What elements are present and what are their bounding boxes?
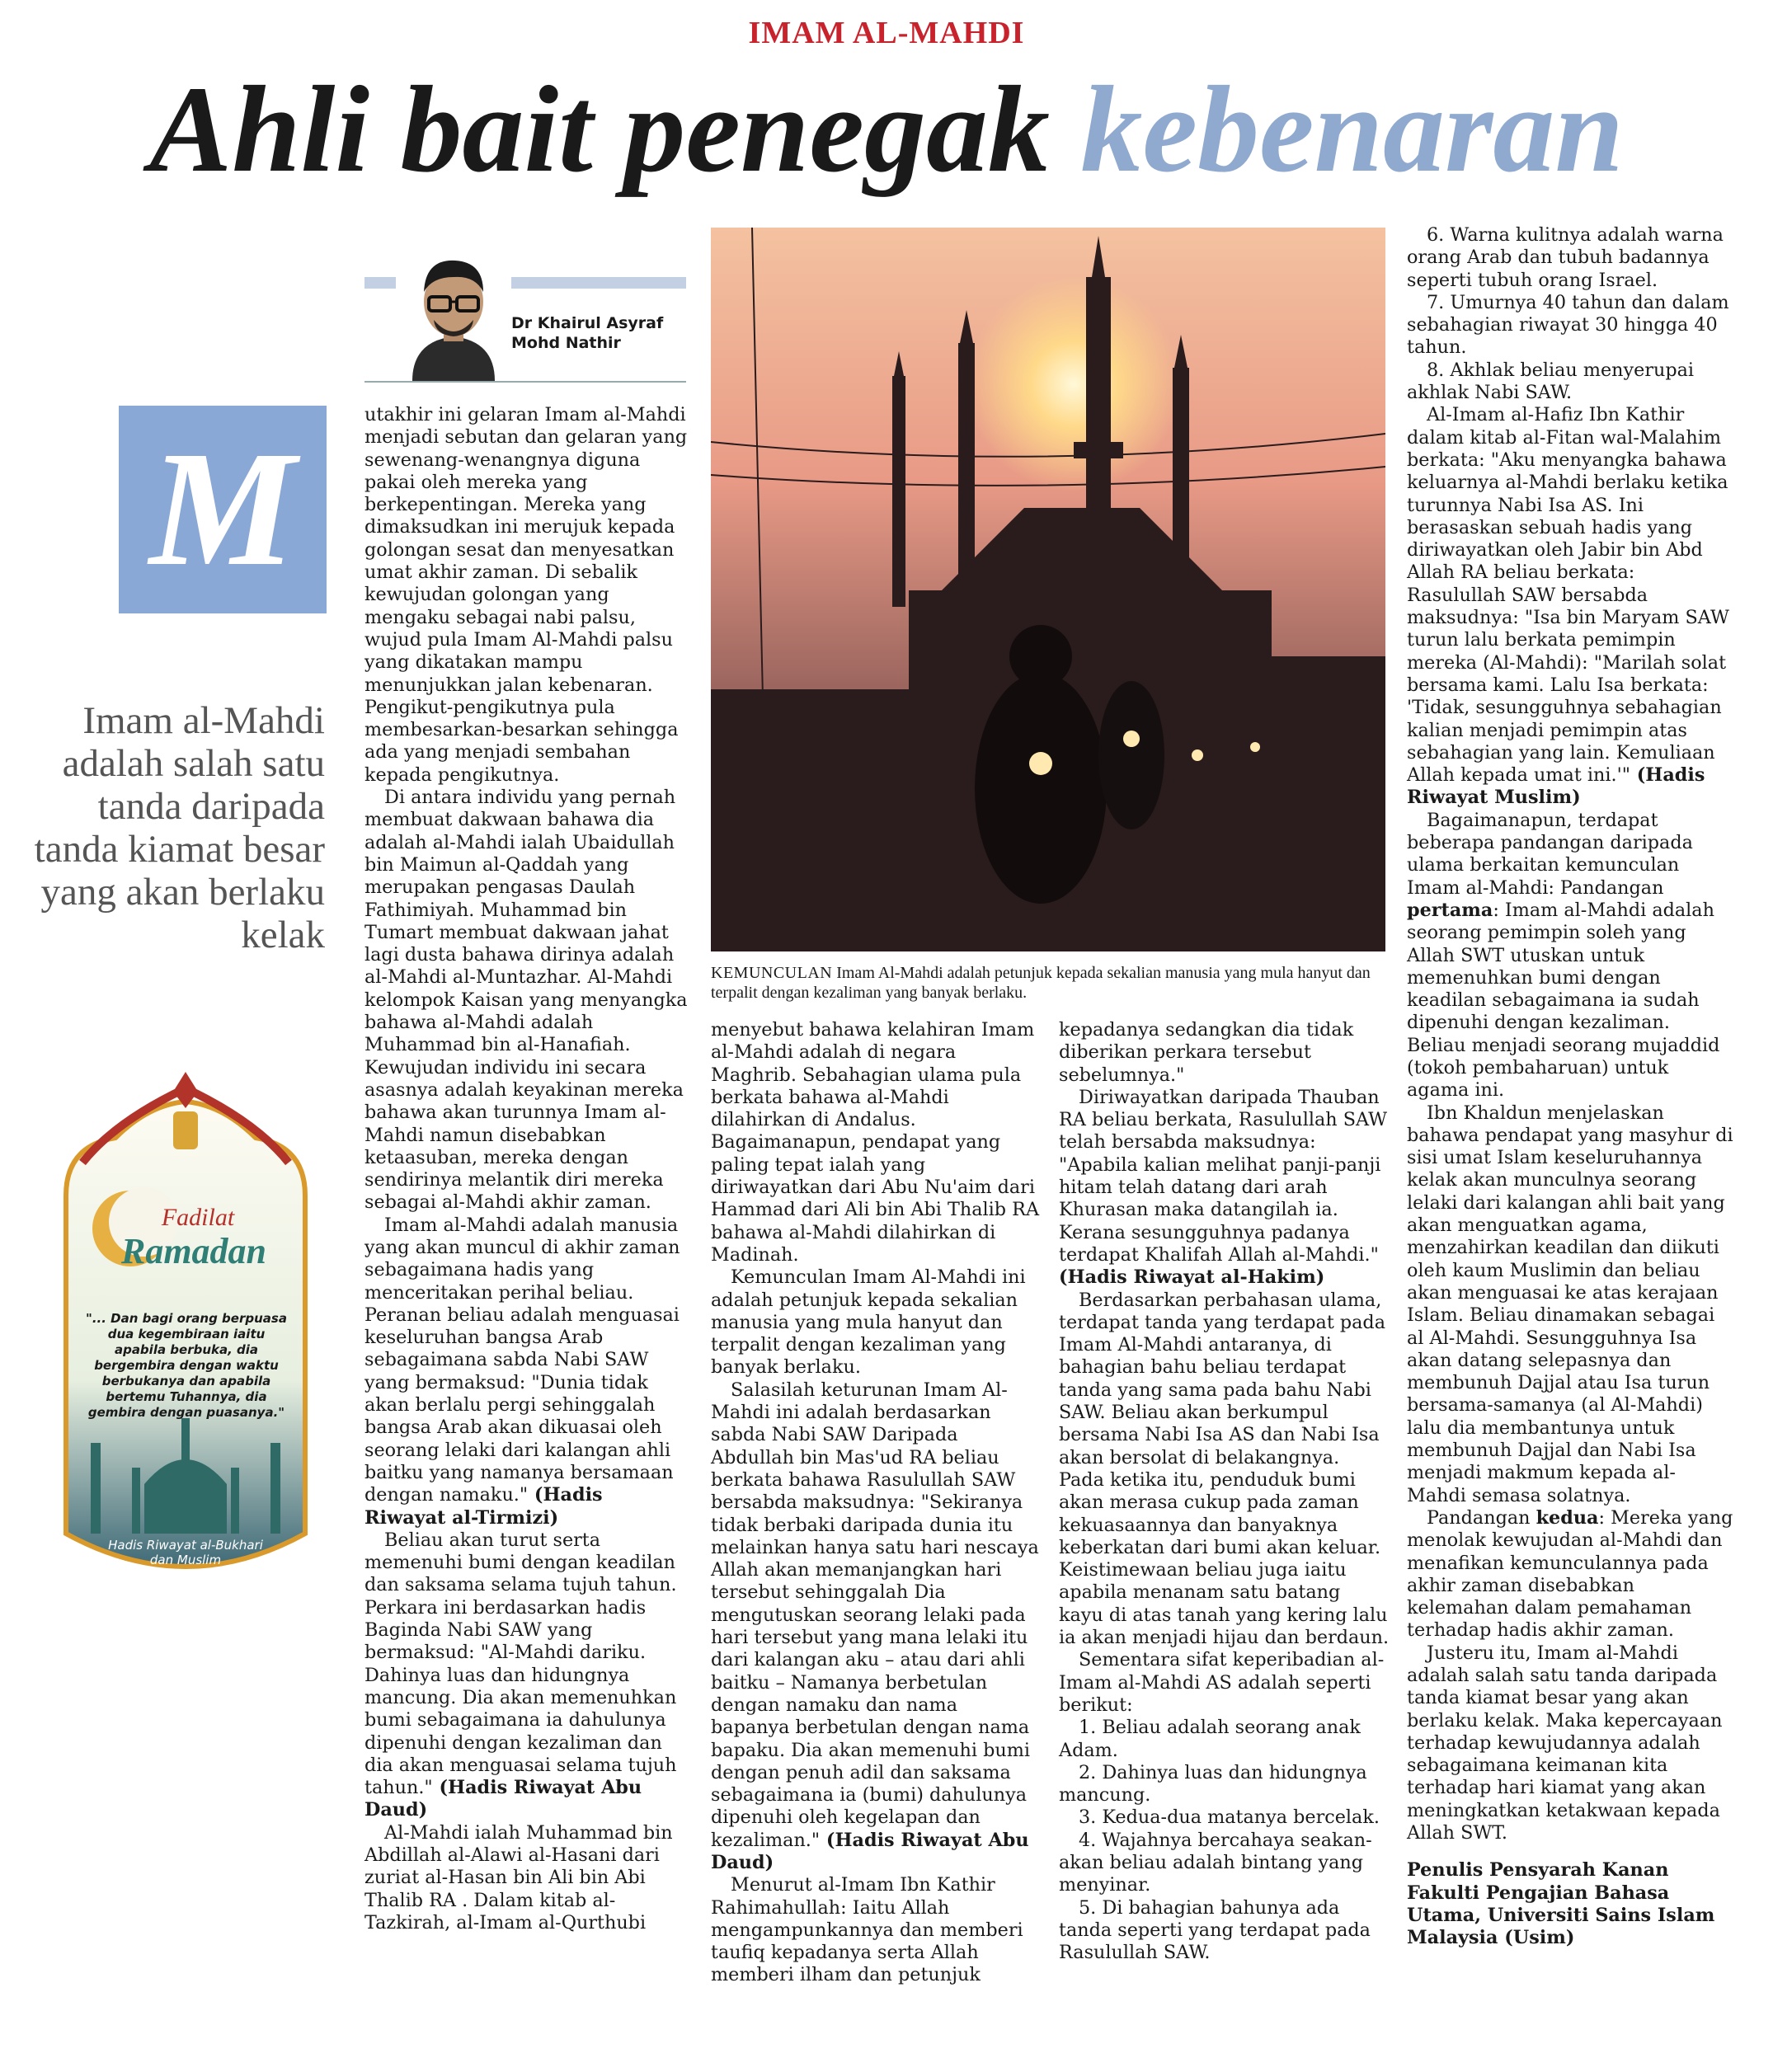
col3-para3: Berdasarkan perbahasan ulama, terdapat tanda yang terdapat pada Imam Al-Mahdi antaranya, di bahagian bahu beliau terdapat tanda yang sama pada bahu Nabi SAW. Beliau akan berkumpul bersama Nabi Isa AS dan Nabi Isa akan bersolat di belakangnya. Pada ketika itu, penduduk bumi akan merasa cukup pada zaman kekuasaannya dan banyaknya keberkatan dari bumi akan keluar. Keistimewaan beliau juga iaitu apabila menanam satu batang kayu di atas tanah yang kering lalu ia akan menjadi hijau dan berdaun. <box>1059 1289 1390 1649</box>
author-name-line2: Mohd Nathir <box>511 334 621 352</box>
col1-para5: Al-Mahdi ialah Muhammad bin Abdillah al-Alawi al-Hasani dari zuriat al-Hasan bin Ali bin Abi Thalib RA . Dalam kitab al-Tazkirah, al-Imam al-Qurthubi <box>364 1821 673 1933</box>
col3-list-1: 1. Beliau adalah seorang anak Adam. <box>1059 1717 1361 1761</box>
col4-para1-source: (Hadis Riwayat Muslim) <box>1407 764 1705 809</box>
col4-para4-a: Pandangan <box>1427 1506 1536 1529</box>
col1-para4 <box>364 1529 688 1822</box>
col1-para3-source: (Hadis Riwayat al-Tirmizi) <box>364 1484 603 1529</box>
pull-quote: Imam al-Mahdi adalah salah satu tanda daripada tanda kiamat besar yang akan berlaku kelak <box>34 699 325 956</box>
mosque-sunset-photo <box>711 228 1385 951</box>
headline-accent: kebenaran <box>1080 61 1624 198</box>
col3-list-4: 4. Wajahnya bercahaya seakan-akan beliau adalah bintang yang menyinar. <box>1059 1829 1372 1896</box>
caption-text: Imam Al-Mahdi adalah petunjuk kepada sekalian manusia yang mula hanyut dan terpalit dengan kezaliman yang banyak berlaku. <box>711 964 1371 1002</box>
col4-para2-c: : Imam al-Mahdi adalah seorang pemimpin soleh yang Allah SWT utuskan untuk memenuhkan bumi dengan keadilan sebagaimana ia sudah dipenuhi dengan kezaliman. Beliau menjadi seorang mujaddid (tokoh pembaharuan) untuk agama ini. <box>1407 899 1720 1102</box>
col4-para2 <box>1407 810 1733 1102</box>
caption-lead: KEMUNCULAN <box>711 964 833 982</box>
col3-para1: kepadanya sedangkan dia tidak diberikan perkara tersebut sebelumnya." <box>1059 1019 1354 1086</box>
drop-cap: M <box>119 406 327 613</box>
col3-para2-source: (Hadis Riwayat al-Hakim) <box>1059 1266 1325 1289</box>
col1-para4-source: (Hadis Riwayat Abu Daud) <box>364 1777 642 1821</box>
ramadan-box <box>58 1072 313 1600</box>
col1-para4-text: Beliau akan turut serta memenuhi bumi dengan keadilan dan saksama selama tujuh tahun. Perkara ini berdasarkan hadis Baginda Nabi SAW yang bermaksud: "Al-Mahdi dariku. Dahinya luas dan hidungnya mancung. Dia akan memenuhkan bumi sebagaimana ia dahulunya dipenuhi dengan kezaliman dan dia akan menguasai selama tujuh tahun." <box>364 1529 677 1799</box>
column-1 <box>364 404 688 1934</box>
author-footnote: Penulis Pensyarah Kanan Fakulti Pengajian Bahasa Utama, Universiti Sains Islam Malaysia (Usim) <box>1407 1859 1715 1949</box>
col1-para2: Di antara individu yang pernah membuat dakwaan bahawa dia adalah al-Mahdi ialah Ubaidullah bin Maimun al-Qaddah yang merupakan pengasas Daulah Fathimiyah. Muhammad bin Tumart membuat dakwaan jahat lagi dusta bahawa dirinya adalah al-Mahdi al-Muntazhar. Al-Mahdi kelompok Kaisan yang menyangka bahawa al-Mahdi adalah Muhammad bin al-Hanafiah. Kewujudan individu ini secara asasnya adalah keyakinan mereka bahawa akan turunnya Imam al-Mahdi namun disebabkan ketaasuban, mereka dengan sendirinya melantik diri mereka sebagai al-Mahdi akhir zaman. <box>364 787 688 1214</box>
col2-para2: Kemunculan Imam Al-Mahdi ini adalah petunjuk kepada sekalian manusia yang mula hanyut dan terpalit dengan kezaliman yang banyak berlaku. <box>711 1266 1026 1379</box>
col2-para3-source: (Hadis Riwayat Abu Daud) <box>711 1829 1029 1873</box>
col4-list-6: 6. Warna kulitnya adalah warna orang Arab dan tubuh badannya seperti tubuh orang Israel. <box>1407 224 1724 291</box>
col4-para4-bold: kedua <box>1536 1506 1599 1529</box>
col1-para1: utakhir ini gelaran Imam al-Mahdi menjadi sebutan dan gelaran yang sewenang-wenangnya diguna pakai oleh mereka yang berkepentingan. Mereka yang dimaksudkan ini merujuk kepada golongan sesat dan menyesatkan umat akhir zaman. Di sebalik kewujudan golongan yang mengaku sebagai nabi palsu, wujud pula Imam Al-Mahdi palsu yang dikatakan mampu menunjukkan jalan kebenaran. Pengikut-pengikutnya pula membesarkan-besarkan sehingga ada yang menjadi sembahan kepada pengikutnya. <box>364 404 688 786</box>
author-name-line1: Dr Khairul Asyraf <box>511 314 664 332</box>
col4-list-7: 7. Umurnya 40 tahun dan dalam sebahagian riwayat 30 hingga 40 tahun. <box>1407 291 1729 359</box>
col3-list-3: 3. Kedua-dua matanya bercelak. <box>1079 1807 1380 1829</box>
col3-para2 <box>1059 1087 1390 1290</box>
col3-para4: Sementara sifat keperibadian al-Imam al-Mahdi AS adalah seperti berikut: <box>1059 1649 1385 1716</box>
section-kicker: IMAM AL-MAHDI <box>748 16 1025 50</box>
col4-para4 <box>1407 1507 1733 1642</box>
headline-main: Ahli bait penegak <box>149 61 1050 198</box>
col2-para3-text: Salasilah keturunan Imam Al-Mahdi ini adalah berdasarkan sabda Nabi SAW Daripada Abdullah bin Mas'ud RA beliau berkata bahawa Rasulullah SAW bersabda maksudnya: "Sekiranya tidak berbaki daripada dunia itu melainkan hanya satu hari nescaya Allah akan memanjangkan hari tersebut sehinggalah Dia mengutuskan seorang lelaki pada hari tersebut yang mana lelaki itu dari kalangan aku – atau dari ahli baitku – Namanya berbetulan dengan namaku dan nama bapanya berbetulan dengan nama bapaku. Dia akan memenuhi bumi dengan penuh adil dan saksama sebagaimana ia (bumi) dahulunya dipenuhi oleh kegelapan dan kezaliman." <box>711 1379 1039 1851</box>
author-rule <box>364 381 686 383</box>
column-4 <box>1407 224 1733 1950</box>
col4-para4-c: : Mereka yang menolak kewujudan al-Mahdi dan menafikan kemunculannya pada akhir zaman disebabkan kelemahan dalam pemahaman terhadap hadis akhir zaman. <box>1407 1506 1733 1642</box>
col4-para2-bold: pertama <box>1407 899 1493 921</box>
col2-para3 <box>711 1379 1041 1875</box>
col1-para3-text: Imam al-Mahdi adalah manusia yang akan muncul di akhir zaman sebagaimana hadis yang menceritakan perihal beliau. Peranan beliau adalah menguasai keseluruhan bangsa Arab sebagaimana sabda Nabi SAW yang bermaksud: "Dunia tidak akan berlalu pergi sehinggalah bangsa Arab akan dikuasai oleh seorang lelaki dari kalangan ahli baitku yang namanya bersamaan dengan namaku." <box>364 1214 680 1506</box>
col3-list-5: 5. Di bahagian bahunya ada tanda seperti yang terdapat pada Rasulullah SAW. <box>1059 1896 1371 1964</box>
photo-caption <box>711 963 1385 1003</box>
col2-para1: menyebut bahawa kelahiran Imam al-Mahdi adalah di negara Maghrib. Sebahagian ulama pula berkata bahawa al-Mahdi dilahirkan di Andalus. Bagaimanapun, pendapat yang paling tepat ialah yang diriwayatkan dari Abu Nu'aim dari Hammad dari Ali bin Abi Thalib RA bahawa al-Mahdi dilahirkan di Madinah. <box>711 1019 1040 1266</box>
col3-para2-text: Diriwayatkan daripada Thauban RA beliau berkata, Rasulullah SAW telah bersabda maksudnya: "Apabila kalian melihat panji-panji hitam telah datang dari arah Khurasan maka datangilah ia. Kerana sesungguhnya padanya terdapat Khalifah Allah al-Mahdi." <box>1059 1086 1388 1266</box>
ramadan-source: Hadis Riwayat al-Bukhari dan Muslim <box>108 1538 263 1567</box>
author-name <box>511 313 693 353</box>
col2-para4: Menurut al-Imam Ibn Kathir Rahimahullah: Iaitu Allah mengampunkannya dan memberi taufiq kepadanya serta Allah memberi ilham dan petunjuk <box>711 1874 1023 1986</box>
ramadan-title1: Fadilat <box>161 1204 235 1231</box>
col4-para5: Justeru itu, Imam al-Mahdi adalah salah satu tanda daripada tanda kiamat besar yang akan berlaku kelak. Maka kepercayaan terhadap kewujudannya adalah sebagaimana keimanan kita terhadap hari kiamat yang akan meningkatkan ketakwaan kepada Allah SWT. <box>1407 1642 1723 1844</box>
ramadan-title2: Ramadan <box>120 1231 267 1271</box>
column-3 <box>1059 1019 1390 1964</box>
col3-list-2: 2. Dahinya luas dan hidungnya mancung. <box>1059 1761 1367 1807</box>
col4-para1-text: Al-Imam al-Hafiz Ibn Kathir dalam kitab al-Fitan wal-Malahim berkata: "Aku menyangka bahawa keluarnya al-Mahdi berlaku ketika turunnya Nabi Isa AS. Ini berasaskan sebuah hadis yang diriwayatkan oleh Jabir bin Abd Allah RA beliau berkata: Rasulullah SAW bersabda maksudnya: "Isa bin Maryam SAW turun lalu berkata pemimpin mereka (Al-Mahdi): "Marilah solat bersama kami. Lalu Isa berkata: 'Tidak, sesungguhnya sebahagian kalian menjadi pemimpin atas sebahagian yang lain. Kemuliaan Allah kepada umat ini.'" <box>1407 404 1729 787</box>
col4-list-8: 8. Akhlak beliau menyerupai akhlak Nabi SAW. <box>1407 359 1695 404</box>
ramadan-quote: "... Dan bagi orang berpuasa dua kegembiraan iaitu apabila berbuka, dia bergembira dengan waktu berbukanya dan apabila bertemu Tuhannya, dia gembira dengan puasanya." <box>86 1311 287 1420</box>
headline <box>0 59 1773 200</box>
col4-para2-a: Bagaimanapun, terdapat beberapa pandangan daripada ulama berkaitan kemunculan Imam al-Mahdi: Pandangan <box>1407 809 1693 899</box>
author-photo <box>396 244 511 381</box>
col4-para1 <box>1407 404 1733 809</box>
column-2 <box>711 1019 1041 1987</box>
col1-para3 <box>364 1215 688 1529</box>
col4-para3: Ibn Khaldun menjelaskan bahawa pendapat yang masyhur di sisi umat Islam keseluruhannya kelak akan munculnya seorang lelaki dari kalangan ahli bait yang akan menguatkan agama, menzahirkan keadilan dan diikuti oleh kaum Muslimin dan beliau akan menguasai ke atas kerajaan Islam. Beliau dinamakan sebagai al Al-Mahdi. Sesungguhnya Isa akan datang selepasnya dan membunuh Dajjal atau Isa turun bersama-samanya (al Al-Mahdi) lalu dia membantunya untuk membunuh Dajjal dan Nabi Isa menjadi makmum kepada al-Mahdi semasa solatnya. <box>1407 1102 1733 1506</box>
